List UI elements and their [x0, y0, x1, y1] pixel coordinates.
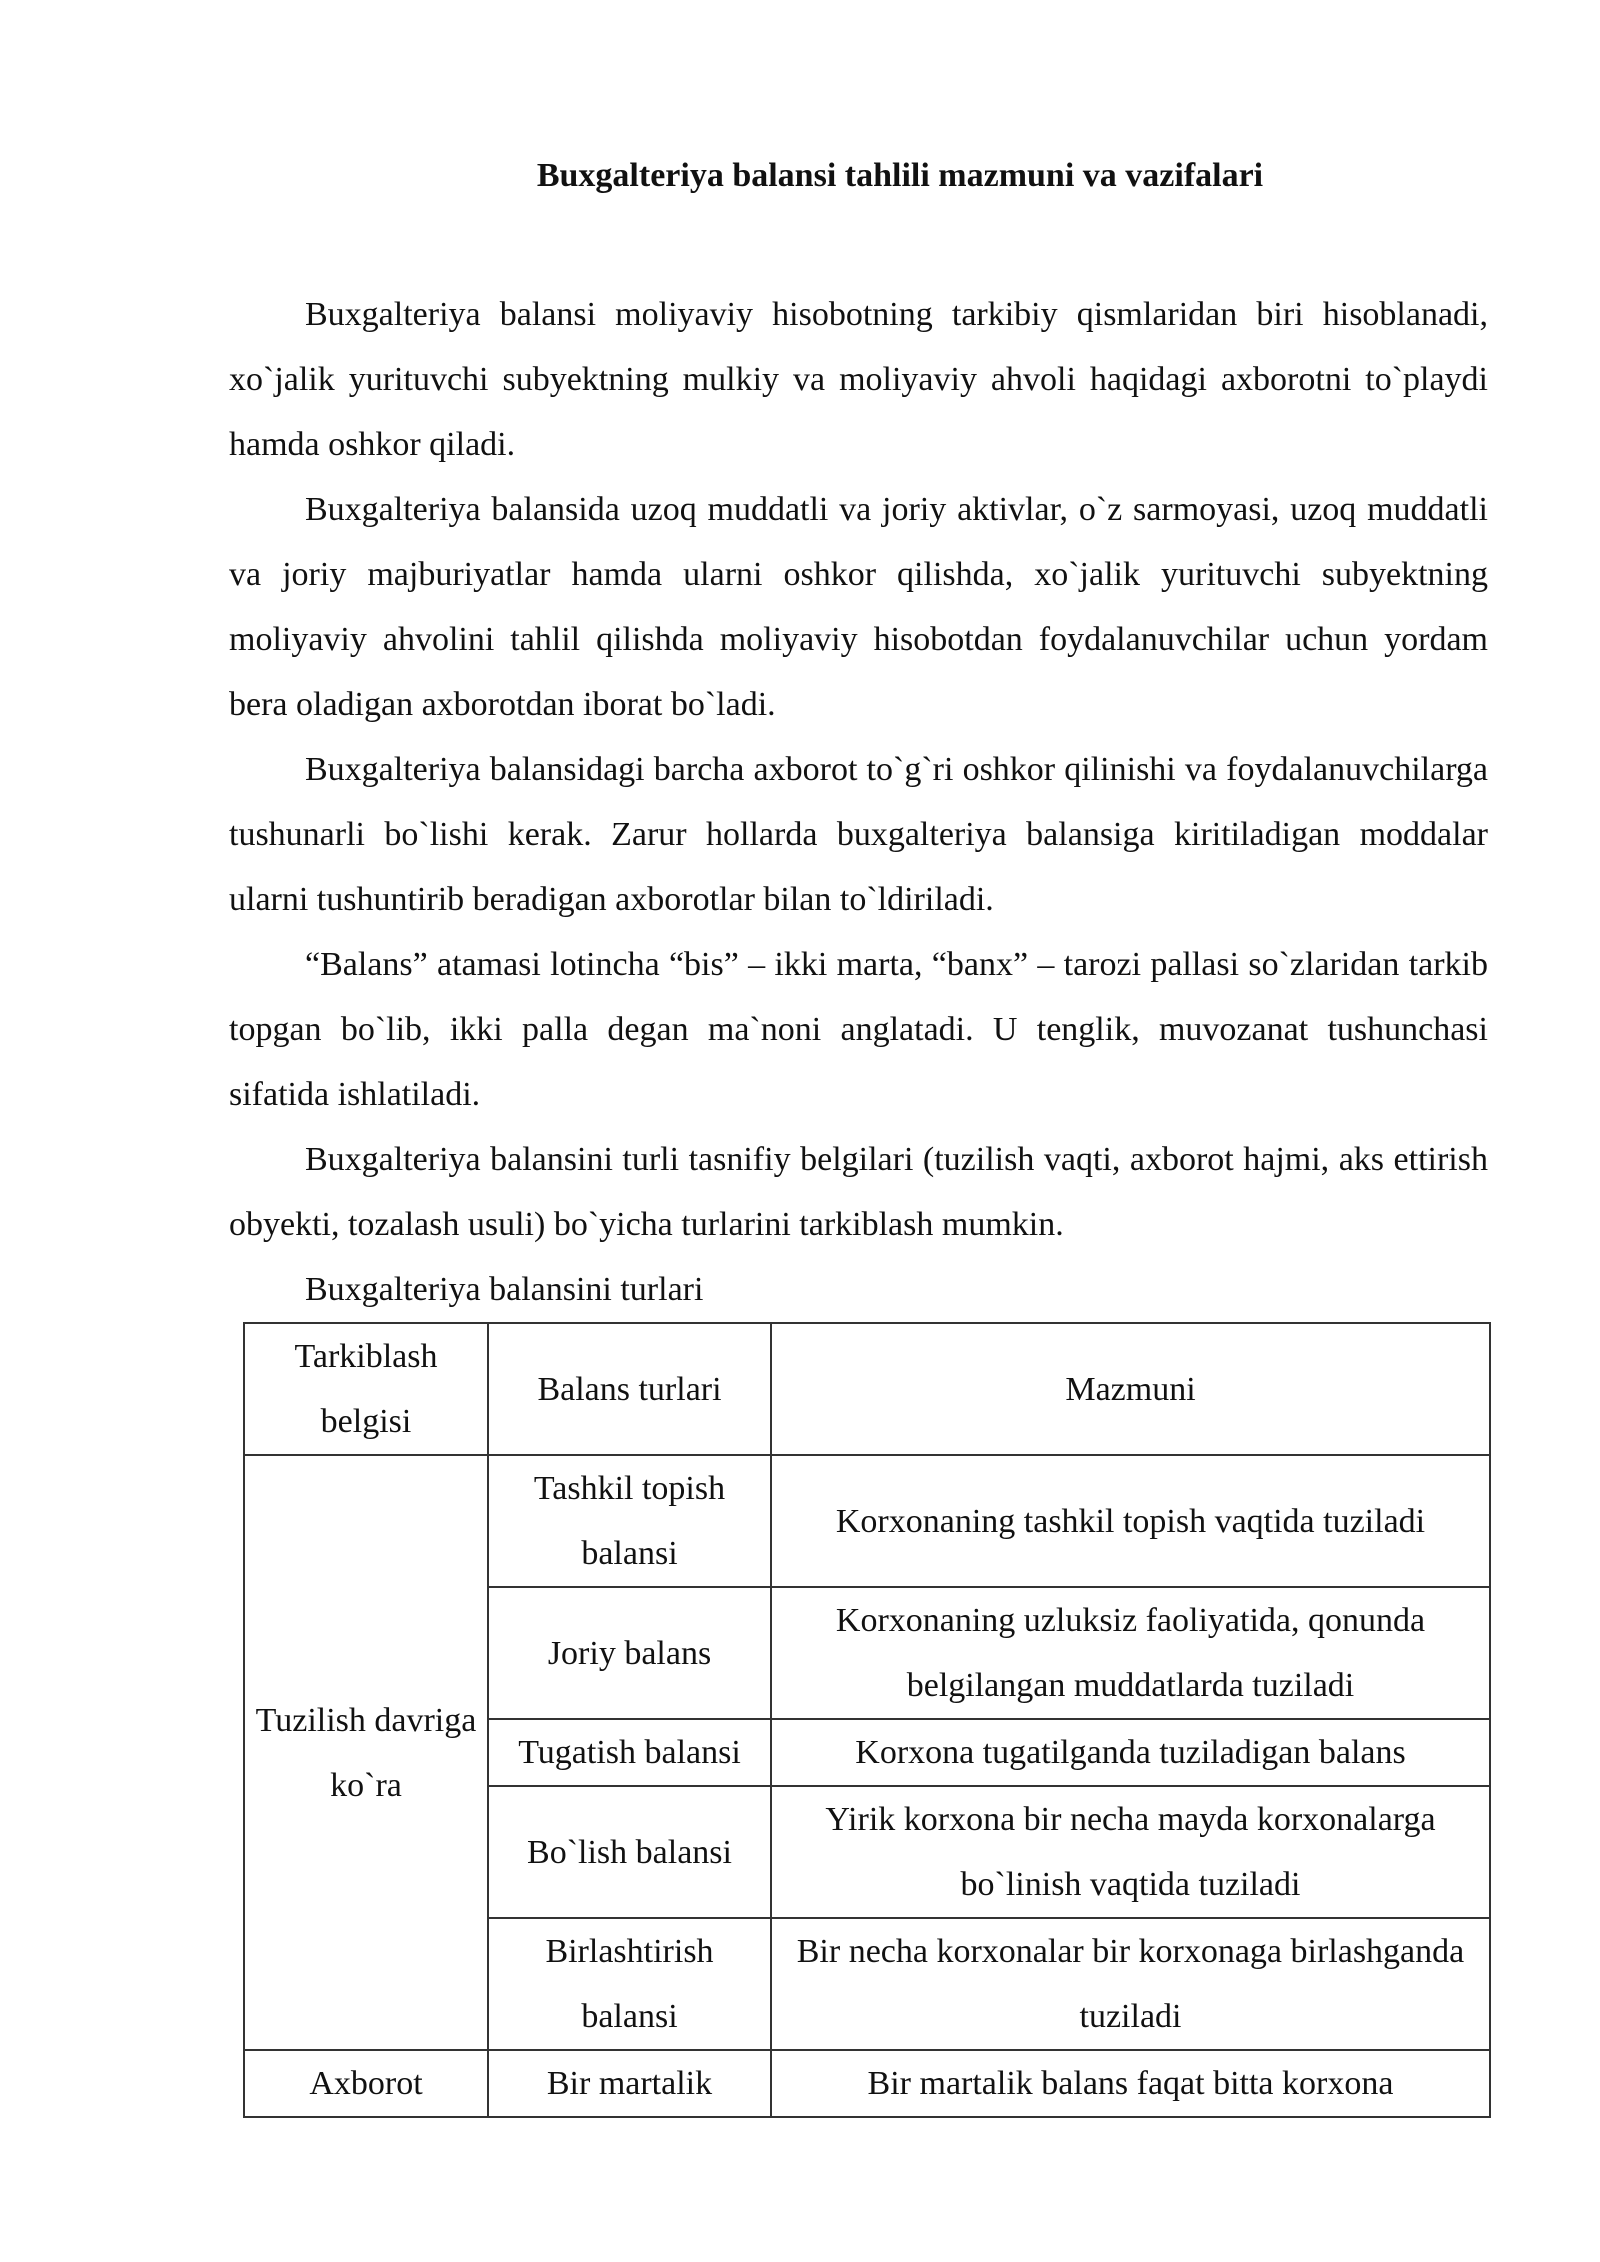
- document-title: Buxgalteriya balansi tahlili mazmuni va vazifalari: [536, 157, 1264, 194]
- content-cell: Bir martalik balans faqat bitta korxona: [771, 2050, 1490, 2117]
- group-cell: Axborot: [244, 2050, 488, 2117]
- type-cell: Tugatish balansi: [488, 1719, 771, 1786]
- paragraph: “Balans” atamasi lotincha “bis” – ikki marta, “banx” – tarozi pallasi so`zlaridan tarkib topgan bo`lib, ikki palla degan ma`noni anglatadi. U tenglik, muvozanat tushunchasi sifatida ishlatiladi.: [229, 946, 1488, 1113]
- document-body: [229, 282, 1488, 1322]
- header-cell: Tarkiblash belgisi: [244, 1323, 488, 1455]
- paragraph: Buxgalteriya balansidagi barcha axborot to`g`ri oshkor qilinishi va foydalanuvchilarga tushunarli bo`lishi kerak. Zarur hollarda buxgalteriya balansiga kiritiladigan moddalar ularni tushuntirib beradigan axborotlar bilan to`ldiriladi.: [229, 751, 1488, 918]
- paragraph: Buxgalteriya balansida uzoq muddatli va joriy aktivlar, o`z sarmoyasi, uzoq muddatli va joriy majburiyatlar hamda ularni oshkor qilishda, xo`jalik yurituvchi subyektning moliyaviy ahvolini tahlil qilishda moliyaviy hisobotdan foydalanuvchilar uchun yordam bera oladigan axborotdan iborat bo`ladi.: [229, 491, 1488, 723]
- table-row: [244, 2050, 1490, 2117]
- table-row: [244, 1455, 1490, 1587]
- type-cell: Birlashtirish balansi: [488, 1918, 771, 2050]
- group-cell: Tuzilish davriga ko`ra: [244, 1455, 488, 2050]
- content-cell: Korxona tugatilganda tuziladigan balans: [771, 1719, 1490, 1786]
- header-cell: Balans turlari: [488, 1323, 771, 1455]
- type-cell: Tashkil topish balansi: [488, 1455, 771, 1587]
- header-cell: Mazmuni: [771, 1323, 1490, 1455]
- type-cell: Joriy balans: [488, 1587, 771, 1719]
- content-cell: Korxonaning uzluksiz faoliyatida, qonunda belgilangan muddatlarda tuziladi: [771, 1587, 1490, 1719]
- table-caption: Buxgalteriya balansini turlari: [305, 1271, 704, 1308]
- paragraph: Buxgalteriya balansi moliyaviy hisobotning tarkibiy qismlaridan biri hisoblanadi, xo`jalik yurituvchi subyektning mulkiy va moliyaviy ahvoli haqidagi axborotni to`playdi hamda oshkor qiladi.: [229, 296, 1488, 463]
- balance-types-table: [243, 1322, 1491, 2118]
- content-cell: Bir necha korxonalar bir korxonaga birlashganda tuziladi: [771, 1918, 1490, 2050]
- table-header-row: [244, 1323, 1490, 1455]
- type-cell: Bir martalik: [488, 2050, 771, 2117]
- type-cell: Bo`lish balansi: [488, 1786, 771, 1918]
- content-cell: Korxonaning tashkil topish vaqtida tuziladi: [771, 1455, 1490, 1587]
- paragraph: Buxgalteriya balansini turli tasnifiy belgilari (tuzilish vaqti, axborot hajmi, aks ettirish obyekti, tozalash usuli) bo`yicha turlarini tarkiblash mumkin.: [229, 1141, 1488, 1243]
- content-cell: Yirik korxona bir necha mayda korxonalarga bo`linish vaqtida tuziladi: [771, 1786, 1490, 1918]
